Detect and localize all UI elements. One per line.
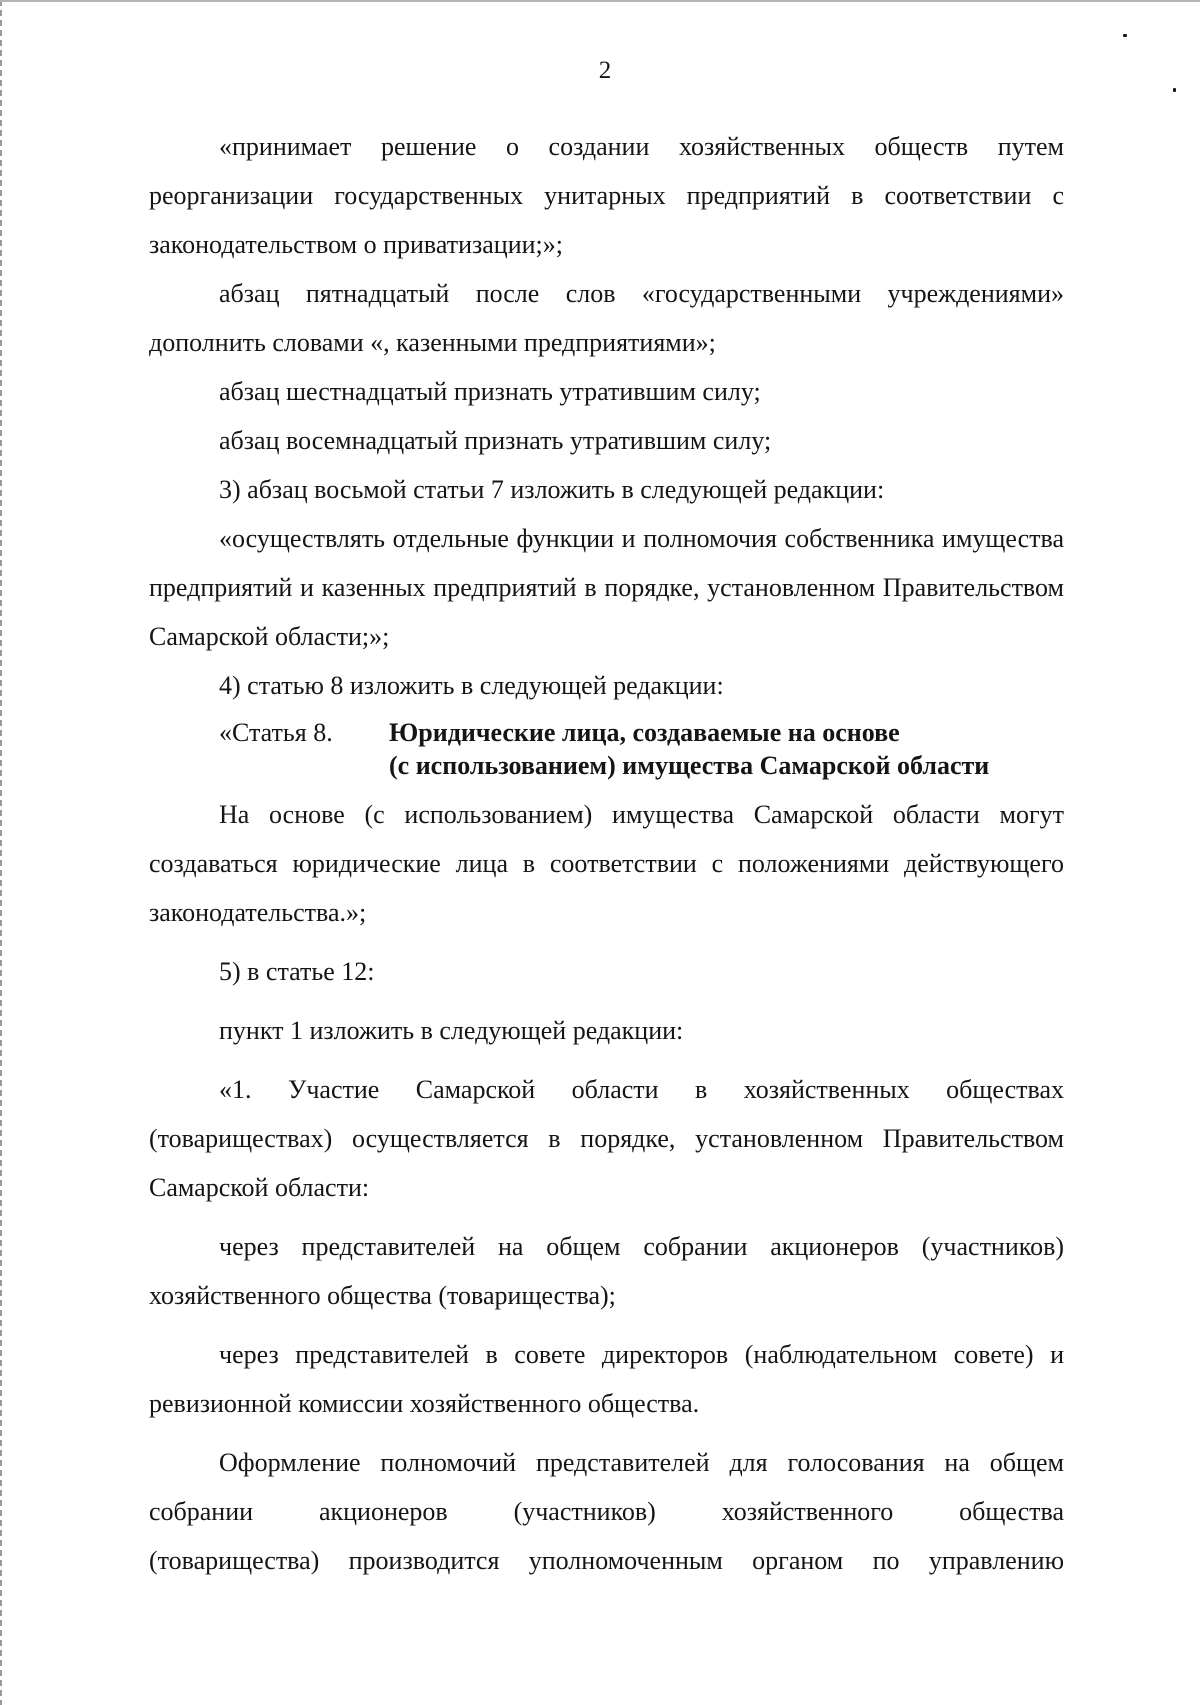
paragraph: пункт 1 изложить в следующей редакции: <box>219 1016 684 1045</box>
paragraph: через представителей на общем собрании акционеров (участников) хозяйственного общества (товарищества); <box>149 1232 1064 1310</box>
paragraph: 3) абзац восьмой статьи 7 изложить в следующей редакции: <box>219 475 885 504</box>
article-title-line: (с использованием) имущества Самарской области <box>389 751 990 780</box>
paragraph: 5) в статье 12: <box>219 957 375 986</box>
scan-top-edge <box>0 0 1200 2</box>
paragraph: абзац пятнадцатый после слов «государственными учреждениями» дополнить словами «, казенными предприятиями»; <box>149 279 1064 357</box>
paragraph: (товарищества) производится уполномоченным органом по управлению <box>149 1546 1064 1575</box>
paragraph: через представителей в совете директоров (наблюдательном совете) и ревизионной комиссии хозяйственного общества. <box>149 1340 1064 1418</box>
scan-left-edge <box>0 0 2 1705</box>
paragraph: «принимает решение о создании хозяйственных обществ путем реорганизации государственных унитарных предприятий в соответствии с законодательством о приватизации;»; <box>149 132 1064 259</box>
scan-speck <box>1173 88 1176 92</box>
page-number: 2 <box>598 57 612 84</box>
article-title <box>389 716 989 782</box>
article-heading <box>149 716 1064 782</box>
article-number: «Статья 8. <box>219 718 333 747</box>
paragraph: Оформление полномочий представителей для голосования на общем собрании акционеров (участников) хозяйственного общества <box>149 1448 1064 1526</box>
paragraph: «осуществлять отдельные функции и полномочия собственника имущества предприятий и казенных предприятий в порядке, установленном Правительством Самарской области;»; <box>149 524 1064 651</box>
paragraph: абзац восемнадцатый признать утратившим силу; <box>219 426 772 455</box>
document-body <box>149 122 1064 1585</box>
paragraph: абзац шестнадцатый признать утратившим силу; <box>219 377 761 406</box>
paragraph: На основе (с использованием) имущества Самарской области могут создаваться юридические лица в соответствии с положениями действующего законодательства.»; <box>149 800 1064 927</box>
paragraph: 4) статью 8 изложить в следующей редакции: <box>219 671 724 700</box>
scan-speck <box>1123 34 1127 37</box>
paragraph: «1. Участие Самарской области в хозяйственных обществах (товариществах) осуществляется в порядке, установленном Правительством Самарской области: <box>149 1075 1064 1202</box>
article-title-line: Юридические лица, создаваемые на основе <box>389 718 900 747</box>
